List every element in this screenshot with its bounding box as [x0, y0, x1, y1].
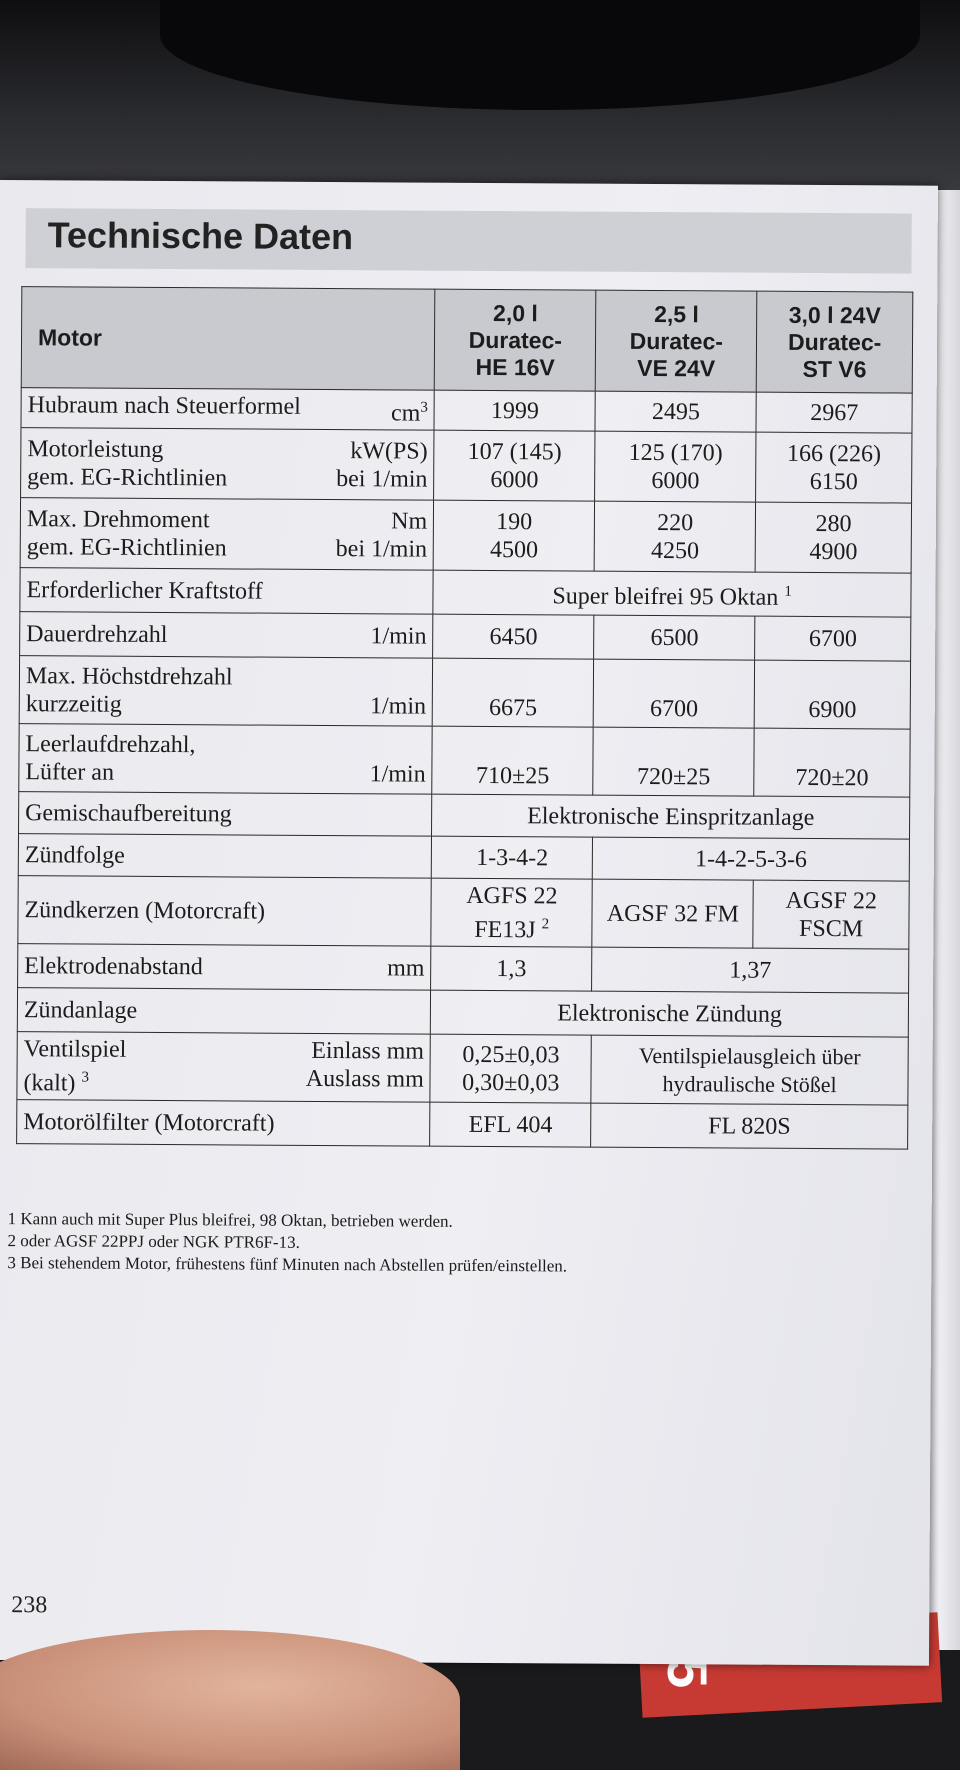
row-zuendanlage: [17, 988, 908, 1037]
leerlauf-label-cell: [19, 724, 433, 795]
leistung-power-2: 125 (170): [628, 439, 723, 466]
elektroden-label-cell: [18, 944, 432, 991]
page-number: 238: [11, 1592, 48, 1619]
dauer-label-cell: [20, 612, 434, 659]
leistung-rpm-2: 6000: [651, 467, 700, 494]
footnote-3: 3 Bei stehendem Motor, frühestens fünf Minuten nach Abstellen prüfen/einstellen.: [7, 1253, 568, 1276]
leistung-unit-1: kW(PS): [350, 437, 428, 465]
hubraum-label: Hubraum nach Steuerformel: [27, 391, 301, 420]
drehmoment-cell-2: [594, 501, 755, 572]
row-drehmoment: [20, 498, 911, 573]
finger: [0, 1630, 460, 1770]
zuendanlage-label: Zündanlage: [17, 988, 431, 1035]
dauer-value-2: 6500: [594, 615, 755, 660]
engine-2-line2: Duratec-: [629, 327, 724, 354]
footnote-2: 2 oder AGSF 22PPJ oder NGK PTR6F-13.: [7, 1231, 300, 1252]
leerlauf-label-2: Lüfter an: [25, 758, 115, 786]
header-engine-2: [596, 290, 758, 392]
drehmoment-rpm-2: 4250: [650, 537, 700, 564]
leerlauf-value-1: 710±25: [432, 726, 593, 795]
drehmoment-nm-2: 220: [657, 509, 694, 536]
hoechst-value-2: 6700: [593, 659, 754, 728]
row-oelfilter: [17, 1100, 908, 1149]
ventilspiel-label-2: (kalt): [23, 1069, 76, 1096]
footnote-1: 1 Kann auch mit Super Plus bleifrei, 98 Oktan, betrieben werden.: [7, 1209, 453, 1231]
leistung-label-1: Motorleistung: [27, 435, 164, 463]
leerlauf-unit: 1/min: [369, 760, 426, 788]
dashboard-shape: [160, 0, 920, 110]
kraftstoff-label: Erforderlicher Kraftstoff: [20, 568, 434, 615]
hubraum-value-1: 1999: [434, 390, 595, 431]
oelfilter-value-1: EFL 404: [430, 1102, 591, 1147]
zuendkerzen-cell-3: [753, 880, 909, 949]
elektroden-value-2: 1,37: [592, 947, 909, 993]
hoechst-value-1: 6675: [432, 658, 593, 727]
zuendkerzen-footnote-ref: 2: [541, 915, 550, 932]
leistung-power-3: 166 (226): [786, 440, 882, 467]
row-hubraum: [21, 388, 912, 433]
zuendkerzen-value-1a: AGFS 22: [466, 882, 558, 909]
elektroden-value-1: 1,3: [431, 946, 592, 991]
row-leerlaufdrehzahl: [19, 724, 910, 797]
zuendkerzen-value-3a: AGSF 22: [785, 887, 878, 914]
hubraum-unit-sup: 3: [420, 399, 428, 416]
engine-1-line2: Duratec-: [468, 326, 563, 353]
spec-table: [16, 286, 913, 1149]
leistung-power-1: 107 (145): [467, 438, 562, 465]
row-kraftstoff: [20, 568, 911, 617]
dauer-unit: 1/min: [370, 622, 427, 650]
zuendfolge-value-1: 1-3-4-2: [432, 836, 593, 879]
gemisch-value: Elektronische Einspritzanlage: [432, 794, 910, 839]
row-ventilspiel: [17, 1032, 908, 1105]
ventilspiel-label-1: Ventilspiel: [23, 1035, 127, 1063]
hoechst-value-3: 6900: [754, 660, 910, 729]
zuendfolge-label: Zündfolge: [18, 834, 432, 879]
engine-3-line2: Duratec-: [787, 328, 882, 355]
engine-2-line1: 2,5 l: [654, 300, 699, 327]
row-leistung: [21, 428, 912, 503]
hubraum-value-2: 2495: [595, 391, 756, 432]
drehmoment-nm-3: 280: [815, 510, 852, 537]
hoechst-label-2: kurzzeitig: [25, 690, 122, 718]
row-gemischaufbereitung: [19, 792, 910, 839]
oelfilter-value-2: FL 820S: [591, 1103, 908, 1149]
leistung-rpm-1: 6000: [490, 466, 539, 493]
hoechst-unit: 1/min: [369, 692, 427, 720]
manual-page: [0, 180, 938, 1666]
ventilspiel-cell-2: [591, 1035, 908, 1105]
row-hoechstdrehzahl: [19, 656, 910, 729]
row-zuendfolge: [18, 834, 909, 881]
table-header-row: [21, 287, 913, 393]
ventilspiel-footnote-ref: 3: [81, 1069, 90, 1086]
leerlauf-label-1: Leerlaufdrehzahl,: [25, 730, 196, 758]
engine-1-line1: 2,0 l: [493, 299, 538, 326]
leistung-cell-2: [595, 431, 756, 502]
ventilspiel-ausgleich-1: Ventilspielausgleich über: [638, 1042, 861, 1069]
dauer-label: Dauerdrehzahl: [26, 620, 168, 648]
ventilspiel-label-2-wrap: [23, 1063, 89, 1097]
engine-3-line1: 3,0 l 24V: [788, 301, 881, 328]
header-engine-3: [757, 291, 913, 393]
row-elektrodenabstand: [18, 944, 909, 993]
leistung-rpm-3: 6150: [809, 468, 858, 495]
zuendkerzen-value-2: AGSF 32 FM: [592, 879, 753, 948]
ventilspiel-cell-1: [430, 1034, 591, 1103]
leerlauf-value-3: 720±20: [754, 728, 910, 797]
engine-1-line3: HE 16V: [475, 353, 555, 380]
elektroden-unit: mm: [387, 954, 425, 982]
leistung-cell-1: [434, 430, 595, 501]
drehmoment-label-cell: [20, 498, 434, 571]
ventilspiel-einlass-value: 0,25±0,03: [462, 1041, 560, 1068]
engine-2-line3: VE 24V: [637, 354, 716, 381]
leistung-label-cell: [21, 428, 435, 501]
ventilspiel-auslass-value: 0,30±0,03: [462, 1069, 560, 1096]
zuendanlage-value: Elektronische Zündung: [431, 990, 909, 1037]
dauer-value-3: 6700: [755, 616, 911, 661]
footnotes: [7, 1208, 567, 1277]
hoechst-label-cell: [19, 656, 433, 727]
zuendfolge-value-2: 1-4-2-5-3-6: [593, 837, 910, 881]
zuendkerzen-value-3b: FSCM: [798, 915, 864, 942]
ventilspiel-unit-1: Einlass mm: [311, 1037, 425, 1065]
ventilspiel-unit-2: Auslass mm: [305, 1065, 424, 1093]
leistung-unit-2: bei 1/min: [336, 465, 428, 493]
leistung-label-2: gem. EG-Richtlinien: [27, 463, 228, 491]
row-dauerdrehzahl: [20, 612, 911, 661]
hoechst-label-1: Max. Höchstdrehzahl: [25, 662, 233, 690]
header-engine-1: [435, 289, 597, 391]
drehmoment-label-1: Max. Drehmoment: [26, 505, 210, 533]
zuendkerzen-label: Zündkerzen (Motorcraft): [18, 876, 432, 947]
gemisch-label: Gemischaufbereitung: [19, 792, 433, 837]
drehmoment-label-2: gem. EG-Richtlinien: [26, 533, 227, 561]
drehmoment-nm-1: 190: [496, 508, 533, 535]
leerlauf-value-2: 720±25: [593, 727, 754, 796]
drehmoment-cell-3: [755, 502, 911, 573]
page-title: Technische Daten: [47, 214, 354, 258]
leistung-cell-3: [756, 432, 912, 503]
car-interior-background: [0, 0, 960, 200]
drehmoment-rpm-3: 4900: [809, 538, 858, 565]
dauer-value-1: 6450: [433, 614, 594, 659]
row-zuendkerzen: [18, 876, 909, 949]
drehmoment-unit-2: bei 1/min: [335, 535, 428, 563]
oelfilter-label: Motorölfilter (Motorcraft): [17, 1100, 431, 1147]
zuendkerzen-value-1b: FE13J: [474, 916, 536, 943]
header-motor: Motor: [21, 287, 435, 391]
hubraum-value-3: 2967: [756, 392, 912, 433]
zuendkerzen-cell-1: [431, 878, 592, 947]
drehmoment-rpm-1: 4500: [489, 536, 539, 563]
kraftstoff-value: Super bleifrei 95 Oktan: [552, 582, 779, 611]
kraftstoff-footnote-ref: 1: [784, 583, 792, 600]
hubraum-unit: [391, 393, 428, 427]
kraftstoff-value-cell: [433, 570, 911, 617]
ventilspiel-label-cell: [17, 1032, 431, 1103]
elektroden-label: Elektrodenabstand: [24, 952, 203, 980]
drehmoment-cell-1: [433, 500, 594, 571]
hubraum-label-cell: [21, 388, 435, 431]
ventilspiel-ausgleich-2: hydraulische Stößel: [662, 1070, 837, 1097]
engine-3-line3: ST V6: [802, 355, 867, 382]
hubraum-unit-text: cm: [390, 399, 421, 427]
drehmoment-unit-1: Nm: [391, 507, 428, 535]
